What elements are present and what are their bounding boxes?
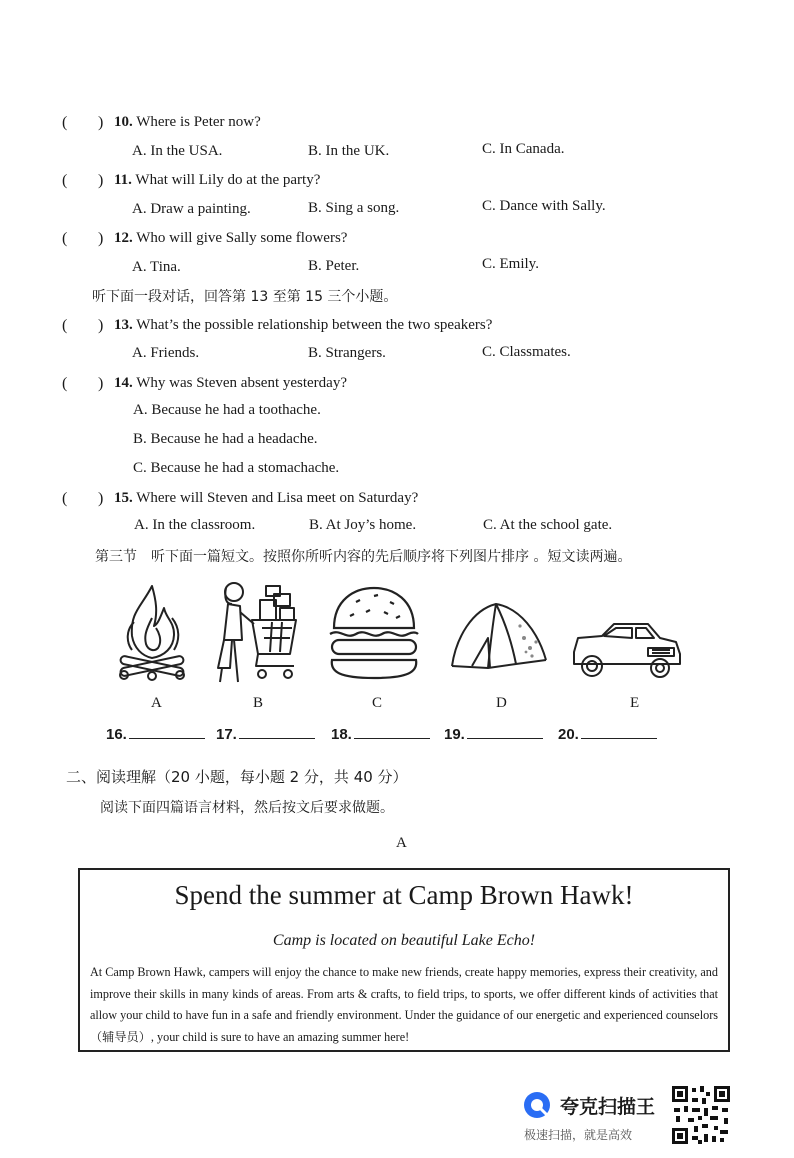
answer-paren-right: ) bbox=[98, 375, 104, 392]
option-c: C. Emily. bbox=[482, 256, 539, 272]
tent-picture bbox=[446, 598, 550, 672]
instruction-13-15: 听下面一段对话，回答第 13 至第 15 三个小题。 bbox=[92, 289, 398, 305]
question-prompt: Where will Steven and Lisa meet on Saturday? bbox=[136, 490, 419, 506]
question-prompt: Who will give Sally some flowers? bbox=[136, 230, 348, 246]
question-number: 15. bbox=[114, 490, 133, 506]
answer-paren-left: ( bbox=[62, 317, 68, 334]
option-a: A. Because he had a toothache. bbox=[133, 402, 321, 418]
answer-paren-left: ( bbox=[62, 114, 68, 131]
option-c: C. Because he had a stomachache. bbox=[133, 460, 340, 476]
camp-ad-box bbox=[78, 868, 730, 1052]
blank-number: 17. bbox=[216, 726, 237, 743]
answer-blank-16[interactable] bbox=[106, 724, 205, 743]
question-number: 14. bbox=[114, 375, 133, 391]
option-b: B. Strangers. bbox=[308, 345, 386, 361]
passage-label: A bbox=[396, 835, 407, 851]
campfire-picture bbox=[112, 578, 192, 690]
answer-blank-19[interactable] bbox=[444, 724, 543, 743]
answer-paren-right: ) bbox=[98, 230, 104, 247]
blank-number: 18. bbox=[331, 726, 352, 743]
answer-paren-left: ( bbox=[62, 375, 68, 392]
option-c: C. Classmates. bbox=[482, 344, 571, 360]
question-text bbox=[114, 114, 261, 131]
question-text bbox=[114, 375, 347, 392]
answer-paren-left: ( bbox=[62, 490, 68, 507]
question-prompt: What’s the possible relationship between the two speakers? bbox=[136, 317, 493, 333]
question-text bbox=[114, 317, 492, 334]
scanner-watermark bbox=[520, 1088, 670, 1144]
option-c: C. In Canada. bbox=[482, 141, 565, 157]
ad-title: Spend the summer at Camp Brown Hawk! bbox=[174, 880, 634, 910]
answer-blank-20[interactable] bbox=[558, 724, 657, 743]
part-2-title: 二、阅读理解（20 小题，每小题 2 分，共 40 分） bbox=[66, 768, 408, 786]
answer-paren-left: ( bbox=[62, 230, 68, 247]
question-number: 11. bbox=[114, 172, 132, 188]
blank-number: 16. bbox=[106, 726, 127, 743]
question-12 bbox=[0, 228, 794, 254]
blank-number: 19. bbox=[444, 726, 465, 743]
question-prompt: What will Lily do at the party? bbox=[135, 172, 321, 188]
question-number: 10. bbox=[114, 114, 133, 130]
option-a: A. Tina. bbox=[132, 259, 181, 275]
question-text bbox=[114, 172, 320, 189]
option-c: C. Dance with Sally. bbox=[482, 198, 606, 214]
blank-line bbox=[129, 724, 205, 739]
blank-line bbox=[467, 724, 543, 739]
question-14 bbox=[0, 373, 794, 399]
option-a: A. Draw a painting. bbox=[132, 201, 251, 217]
option-b: B. At Joy’s home. bbox=[309, 517, 417, 533]
quark-logo-icon bbox=[522, 1090, 552, 1120]
option-b: B. In the UK. bbox=[308, 143, 390, 159]
ad-body: At Camp Brown Hawk, campers will enjoy the chance to make new friends, create happy memories, express their creativity, and improve their skills in many kinds of areas. From arts & crafts, to field trips, to sports, we offer different kinds of activities that allow your child to have fun in a safe and friendly environment. Under the guidance of our energetic and experienced counselors（辅导员）, your child is sure to have an amazing summer here! bbox=[90, 965, 718, 1044]
picture-label-a: A bbox=[151, 695, 162, 711]
car-picture bbox=[568, 618, 684, 680]
hamburger-picture bbox=[326, 582, 422, 682]
answer-paren-right: ) bbox=[98, 172, 104, 189]
answer-paren-right: ) bbox=[98, 317, 104, 334]
picture-label-b: B bbox=[253, 695, 264, 711]
question-prompt: Where is Peter now? bbox=[136, 114, 261, 130]
blank-line bbox=[581, 724, 657, 739]
question-text bbox=[114, 490, 418, 507]
qr-code-icon bbox=[670, 1084, 732, 1146]
option-a: A. In the classroom. bbox=[134, 517, 256, 533]
question-number: 12. bbox=[114, 230, 133, 246]
option-a: A. In the USA. bbox=[132, 143, 223, 159]
question-number: 13. bbox=[114, 317, 133, 333]
blank-line bbox=[239, 724, 315, 739]
brand-slogan: 极速扫描，就是高效 bbox=[524, 1128, 633, 1142]
option-b: B. Peter. bbox=[308, 258, 360, 274]
section-3-instruction: 第三节 听下面一篇短文。按照你所听内容的先后顺序将下列图片排序 。短文读两遍。 bbox=[95, 549, 632, 565]
option-c: C. At the school gate. bbox=[483, 517, 613, 533]
question-13 bbox=[0, 315, 794, 341]
question-text bbox=[114, 230, 347, 247]
question-15 bbox=[0, 488, 794, 514]
option-b: B. Sing a song. bbox=[308, 200, 400, 216]
option-a: A. Friends. bbox=[132, 345, 200, 361]
brand-name: 夸克扫描王 bbox=[560, 1096, 656, 1118]
question-prompt: Why was Steven absent yesterday? bbox=[136, 375, 347, 391]
picture-label-e: E bbox=[630, 695, 640, 711]
answer-paren-right: ) bbox=[98, 490, 104, 507]
answer-paren-right: ) bbox=[98, 114, 104, 131]
question-11 bbox=[0, 170, 794, 196]
blank-number: 20. bbox=[558, 726, 579, 743]
ad-subtitle: Camp is located on beautiful Lake Echo! bbox=[272, 932, 536, 949]
option-b: B. Because he had a headache. bbox=[133, 431, 318, 447]
picture-label-c: C bbox=[372, 695, 383, 711]
question-10 bbox=[0, 112, 794, 138]
answer-paren-left: ( bbox=[62, 172, 68, 189]
answer-blank-18[interactable] bbox=[331, 724, 430, 743]
answer-blank-17[interactable] bbox=[216, 724, 315, 743]
part-2-instruction: 阅读下面四篇语言材料，然后按文后要求做题。 bbox=[100, 800, 394, 816]
picture-label-d: D bbox=[496, 695, 507, 711]
blank-line bbox=[354, 724, 430, 739]
shopping-picture bbox=[212, 578, 304, 690]
